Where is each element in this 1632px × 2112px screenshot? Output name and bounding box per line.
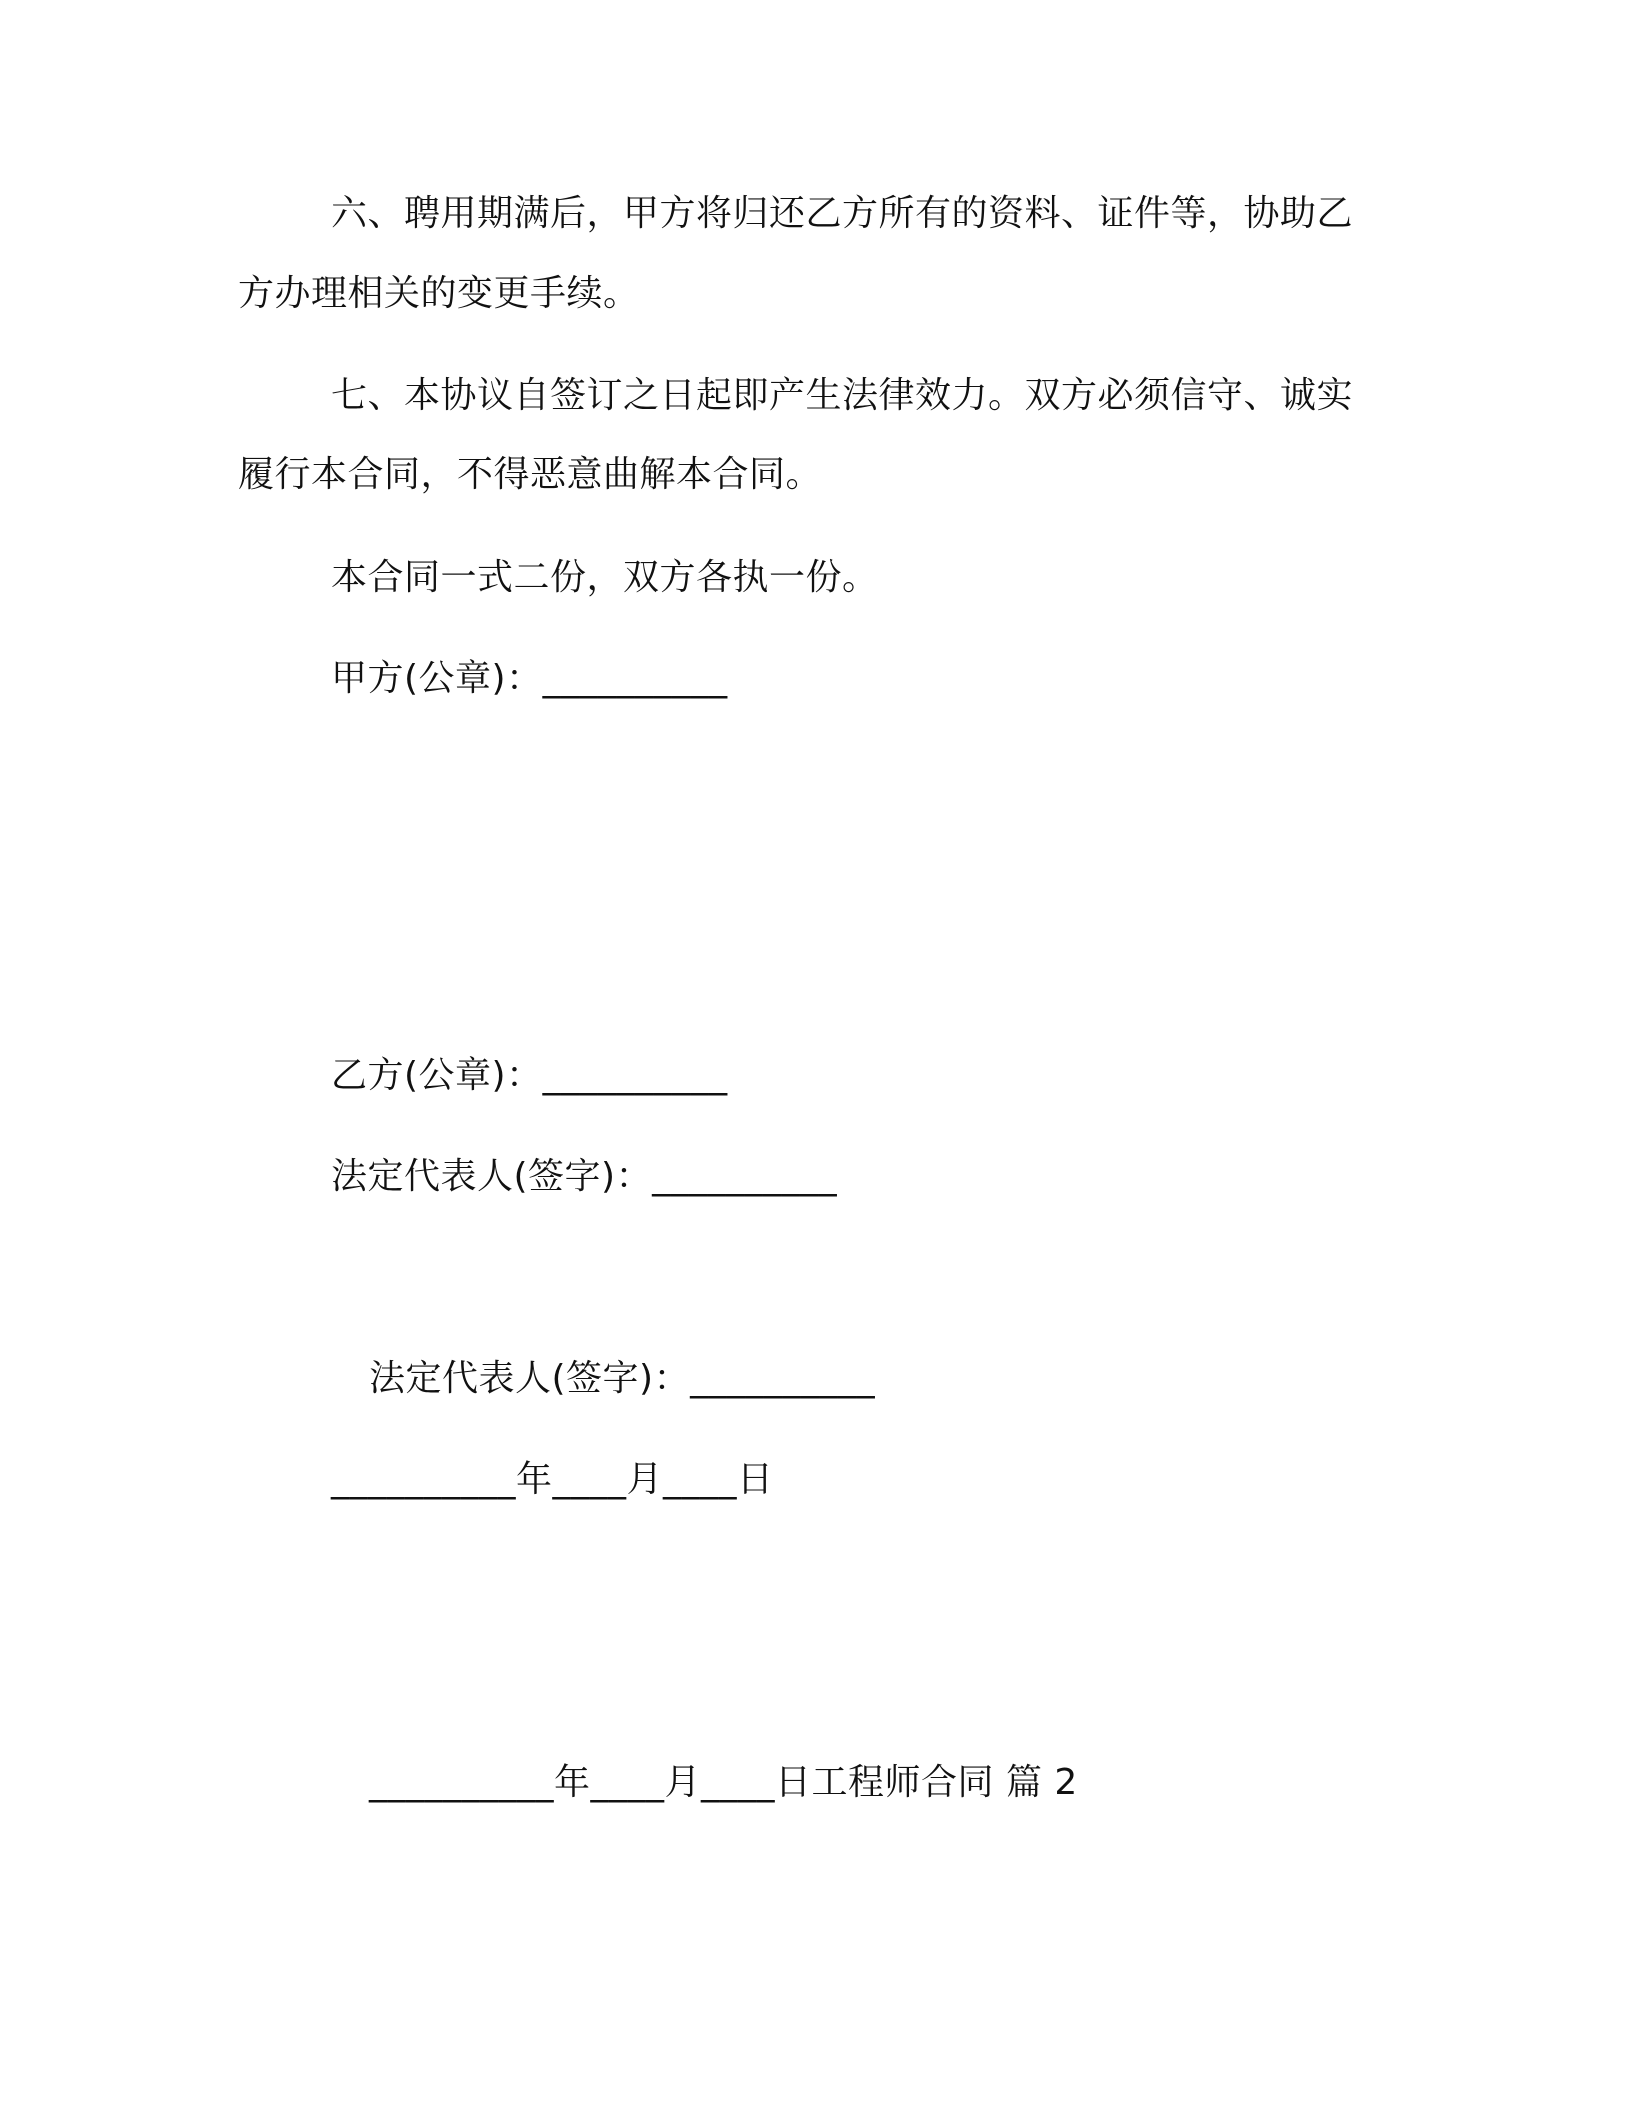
clause-seven-line-1: 七、本协议自签订之日起即产生法律效力。双方必须信守、诚实 bbox=[331, 375, 1354, 416]
legal-representative-signature-line-2: 法定代表人(签字)：__________ bbox=[369, 1358, 876, 1399]
party-a-seal-line: 甲方(公章)：__________ bbox=[331, 658, 728, 699]
clause-six-line-1: 六、聘用期满后，甲方将归还乙方所有的资料、证件等，协助乙 bbox=[331, 193, 1354, 234]
legal-representative-signature-line: 法定代表人(签字)：__________ bbox=[331, 1156, 838, 1197]
date-line: __________年____月____日 bbox=[331, 1459, 774, 1500]
clause-six-line-2: 方办理相关的变更手续。 bbox=[238, 273, 640, 314]
copies-note: 本合同一式二份，双方各执一份。 bbox=[331, 557, 879, 598]
party-b-seal-line: 乙方(公章)：__________ bbox=[331, 1055, 728, 1096]
next-contract-heading: __________年____月____日工程师合同 篇 2 bbox=[369, 1762, 1078, 1803]
clause-seven-line-2: 履行本合同，不得恶意曲解本合同。 bbox=[238, 454, 823, 495]
